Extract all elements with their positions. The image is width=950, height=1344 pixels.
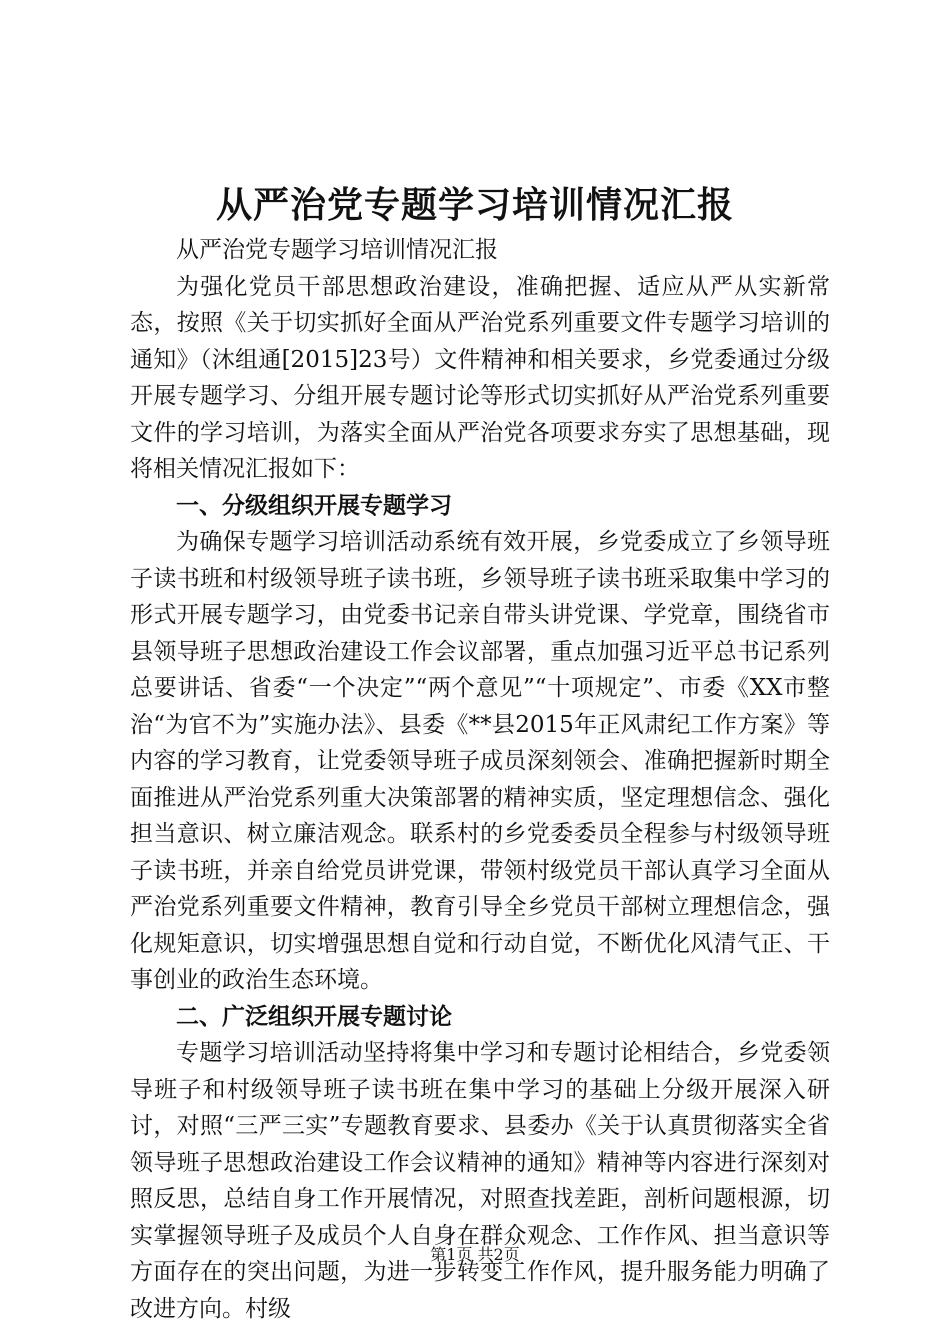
document-subtitle: 从严治党专题学习培训情况汇报: [176, 237, 498, 263]
intro-paragraph: 为强化党员干部思想政治建设，准确把握、适应从严从实新常态，按照《关于切实抓好全面从严治党系列重要文件专题学习培训的通知》（沐组通[2015]23号）文件精神和相关要求，乡党委通过分级开展专题学习、分组开展专题讨论等形式切实抓好从严治党系列重要文件的学习培训，为落实全面从严治党各项要求夯实了思想基础，现将相关情况汇报如下：: [130, 273, 830, 482]
document-title: 从严治党专题学习培训情况汇报: [215, 184, 734, 226]
page-footer: 第1页 共2页: [430, 1245, 520, 1264]
document-body: [130, 232, 830, 1327]
section-1-heading: 一、分级组织开展专题学习: [176, 491, 452, 519]
section-1-paragraph: 为确保专题学习培训活动系统有效开展，乡党委成立了乡领导班子读书班和村级领导班子读书班，乡领导班子读书班采取集中学习的形式开展专题学习，由党委书记亲自带头讲党课、学党章，围绕省市县领导班子思想政治建设工作会议部署，重点加强习近平总书记系列总要讲话、省委“一个决定”“两个意见”“十项规定”、市委《XX市整治“为官不为”实施办法》、县委《**县2015年正风肃纪工作方案》等内容的学习教育，让党委领导班子成员深刻领会、准确把握新时期全面推进从严治党系列重大决策部署的精神实质，坚定理想信念、强化担当意识、树立廉洁观念。联系村的乡党委委员全程参与村级领导班子读书班，并亲自给党员讲党课，带领村级党员干部认真学习全面从严治党系列重要文件精神，教育引导全乡党员干部树立理想信念，强化规矩意识，切实增强思想自觉和行动自觉，不断优化风清气正、干事创业的政治生态环境。: [130, 529, 830, 993]
section-2-heading: 二、广泛组织开展专题讨论: [176, 1002, 452, 1030]
section-2-paragraph: 专题学习培训活动坚持将集中学习和专题讨论相结合，乡党委领导班子和村级领导班子读书班在集中学习的基础上分级开展深入研讨，对照“三严三实”专题教育要求、县委办《关于认真贯彻落实全省领导班子思想政治建设工作会议精神的通知》精神等内容进行深刻对照反思，总结自身工作开展情况，对照查找差距，剖析问题根源，切实掌握领导班子及成员个人自身在群众观念、工作作风、担当意识等方面存在的突出问题，为进一步转变工作作风，提升服务能力明确了改进方向。村级: [130, 1040, 830, 1322]
